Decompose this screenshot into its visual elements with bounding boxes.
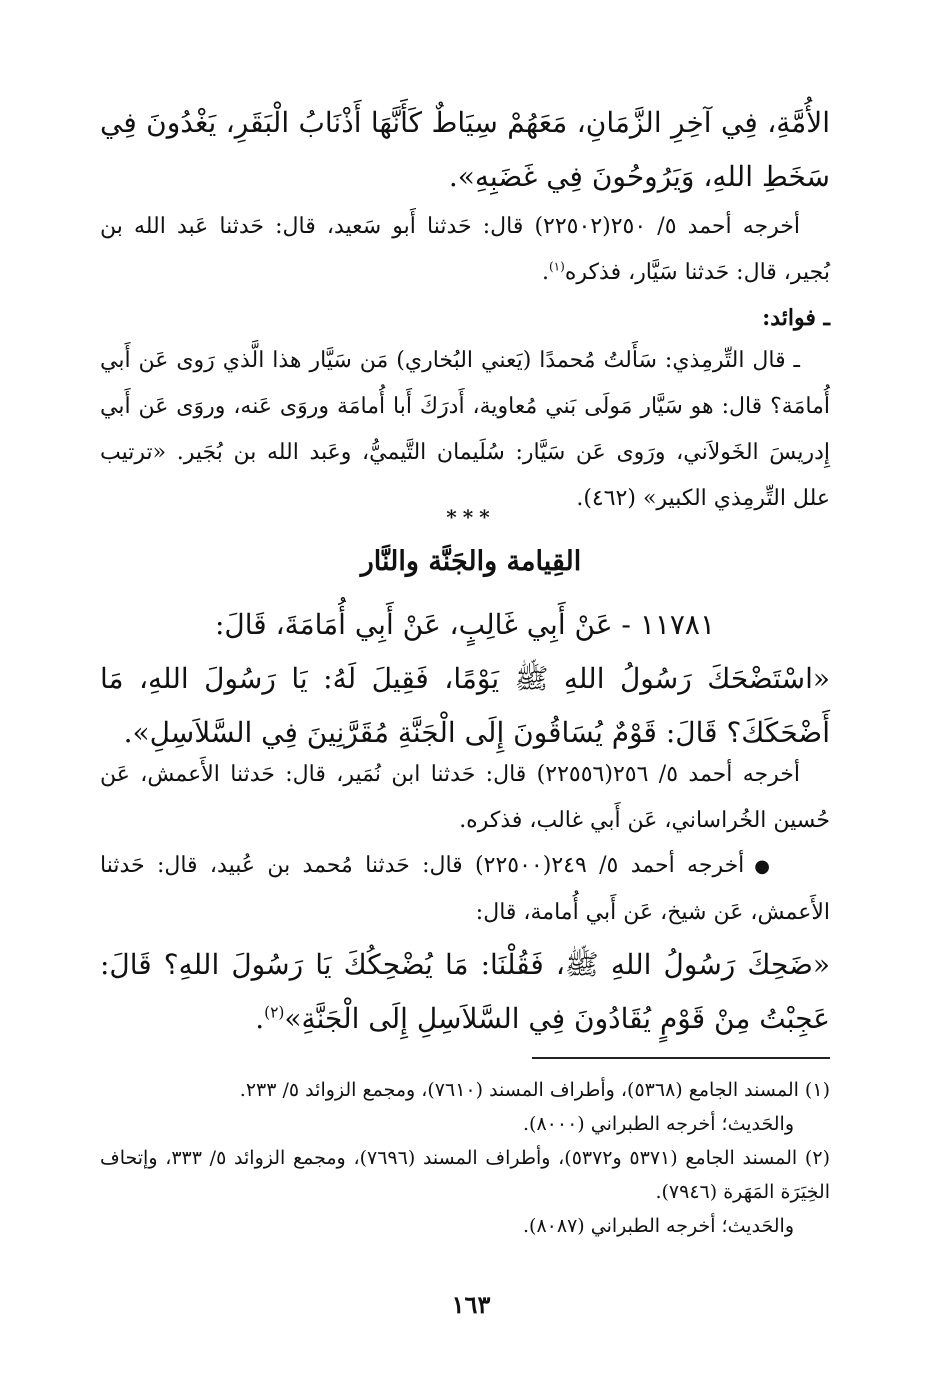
footnote-2: (٢) المسند الجامع (٥٣٧١ و٥٣٧٢)، وأطراف المسند (٧٦٩٦)، ومجمع الزوائد ٥/ ٣٣٣، وإتحاف الخِيَرَة المَهَرة (٧٩٤٦). (100, 1147, 830, 1203)
footnote-1: (١) المسند الجامع (٥٣٦٨)، وأطراف المسند (٧٦١٠)، ومجمع الزوائد ٥/ ٢٣٣. (239, 1079, 830, 1101)
hadith-second-text: «ضَحِكَ رَسُولُ اللهِ ﷺ، فَقُلْنَا: مَا يُضْحِكُكَ يَا رَسُولَ اللهِ؟ قَالَ: عَجِبْتُ مِنْ قَوْمٍ يُقَادُونَ فِي السَّلاَسِلِ إِلَى الْجَنَّةِ»$^{(٢)}$. (100, 948, 830, 1035)
takhrij-paragraph-1: أخرجه أحمد ٥/ ٢٥٠(٢٢٥٠٢) قال: حَدثنا أَبو سَعيد، قال: حَدثنا عَبد الله بن بُجير، قال: حَدثنا سَيَّار، فذكره$^{(١)}$. (100, 214, 830, 285)
footnote-ref-2: (٢) (264, 1003, 285, 1022)
fawaid-heading (100, 298, 830, 338)
takhrij-1-text: أخرجه أحمد ٥/ ٢٥٠(٢٢٥٠٢) قال: حَدثنا أَبو سَعيد، قال: حَدثنا عَبد الله بن بُجير، قال: حَدثنا سَيَّار، فذكره (100, 214, 830, 285)
footnote-ref-1: (١) (548, 259, 565, 274)
takhrij-paragraph-2 (100, 752, 830, 844)
hadith-isnad: عَنْ أَبِي غَالِبٍ، عَنْ أَبِي أُمَامَةَ، قَالَ: (214, 608, 613, 641)
section-separator: *** (446, 505, 496, 529)
fawaid-heading-text: ـ فوائد: (762, 305, 830, 331)
hadith-main-text (100, 652, 830, 760)
hadith-end-text: الأُمَّةِ، فِي آخِرِ الزَّمَانِ، مَعَهُمْ سِيَاطٌ كَأَنَّهَا أَذْنَابُ الْبَقَرِ، يَغْدُونَ فِي سَخَطِ اللهِ، وَيَرُوحُونَ فِي غَضَبِهِ». (100, 106, 830, 193)
fawaid-paragraph (100, 338, 830, 522)
hadith-number: ١١٧٨١ (639, 608, 716, 641)
footnotes-section (100, 1073, 830, 1243)
bullet-marker: ● (754, 856, 771, 877)
hadith-matn-2: «ضَحِكَ رَسُولُ اللهِ ﷺ، فَقُلْنَا: مَا يُضْحِكُكَ يَا رَسُولَ اللهِ؟ قَالَ: عَجِبْتُ مِنْ قَوْمٍ يُقَادُونَ فِي السَّلاَسِلِ إِلَى الْجَنَّةِ» (100, 948, 830, 1035)
hadith-matn: «اسْتَضْحَكَ رَسُولُ اللهِ ﷺ يَوْمًا، فَقِيلَ لَهُ: يَا رَسُولَ اللهِ، مَا أَضْحَكَكَ؟ قَالَ: قَوْمٌ يُسَاقُونَ إِلَى الْجَنَّةِ مُقَرَّنِينَ فِي السَّلاَسِلِ». (100, 662, 830, 749)
takhrij-2-text: أخرجه أحمد ٥/ ٢٥٦(٢٢٥٥٦) قال: حَدثنا ابن نُمَير، قال: حَدثنا الأَعمش، عَن حُسين الخُراساني، عَن أَبي غالب، فذكره. (100, 762, 830, 833)
hadith-continuation (100, 96, 830, 204)
footnote-2-continuation: والحَديث؛ أخرجه الطبراني (٨٠٨٧). (523, 1215, 794, 1237)
takhrij-3-text: أخرجه أحمد ٥/ ٢٤٩(٢٢٥٠٠) قال: حَدثنا مُحمد بن عُبيد، قال: حَدثنا الأَعمش، عَن شيخ، عَن أَبي أُمامة، قال: (100, 853, 830, 925)
footnote-1-continuation: والحَديث؛ أخرجه الطبراني (٨٠٠٠). (523, 1113, 794, 1135)
fawaid-text: ـ قال التِّرمِذي: سَأَلتُ مُحمدًا (يَعني البُخاري) مَن سَيَّار هذا الَّذي رَوى عَن أَبي أُمامَة؟ قال: هو سَيَّار مَولَى بَني مُعاوية، أَدرَكَ أَبا أُمامَة وروَى عَنه، وروَى عَن أَبي إِدريسَ الخَولاَني، ورَوى عَن سَيَّار: سُلَيمان التَّيميُّ، وعَبد الله بن بُجَير. «ترتيب علل التِّرمِذي الكبير» (٤٦٢). (100, 348, 830, 511)
takhrij-paragraph-3 (100, 843, 830, 936)
hadith-header-line: ١١٧٨١ - عَنْ أَبِي غَالِبٍ، عَنْ أَبِي أُمَامَةَ، قَالَ: (214, 608, 716, 641)
footnote-divider (532, 1057, 830, 1059)
chapter-title: القِيامة والجَنَّة والنَّار (360, 546, 582, 577)
page-number: ١٦٣ (451, 1290, 491, 1319)
